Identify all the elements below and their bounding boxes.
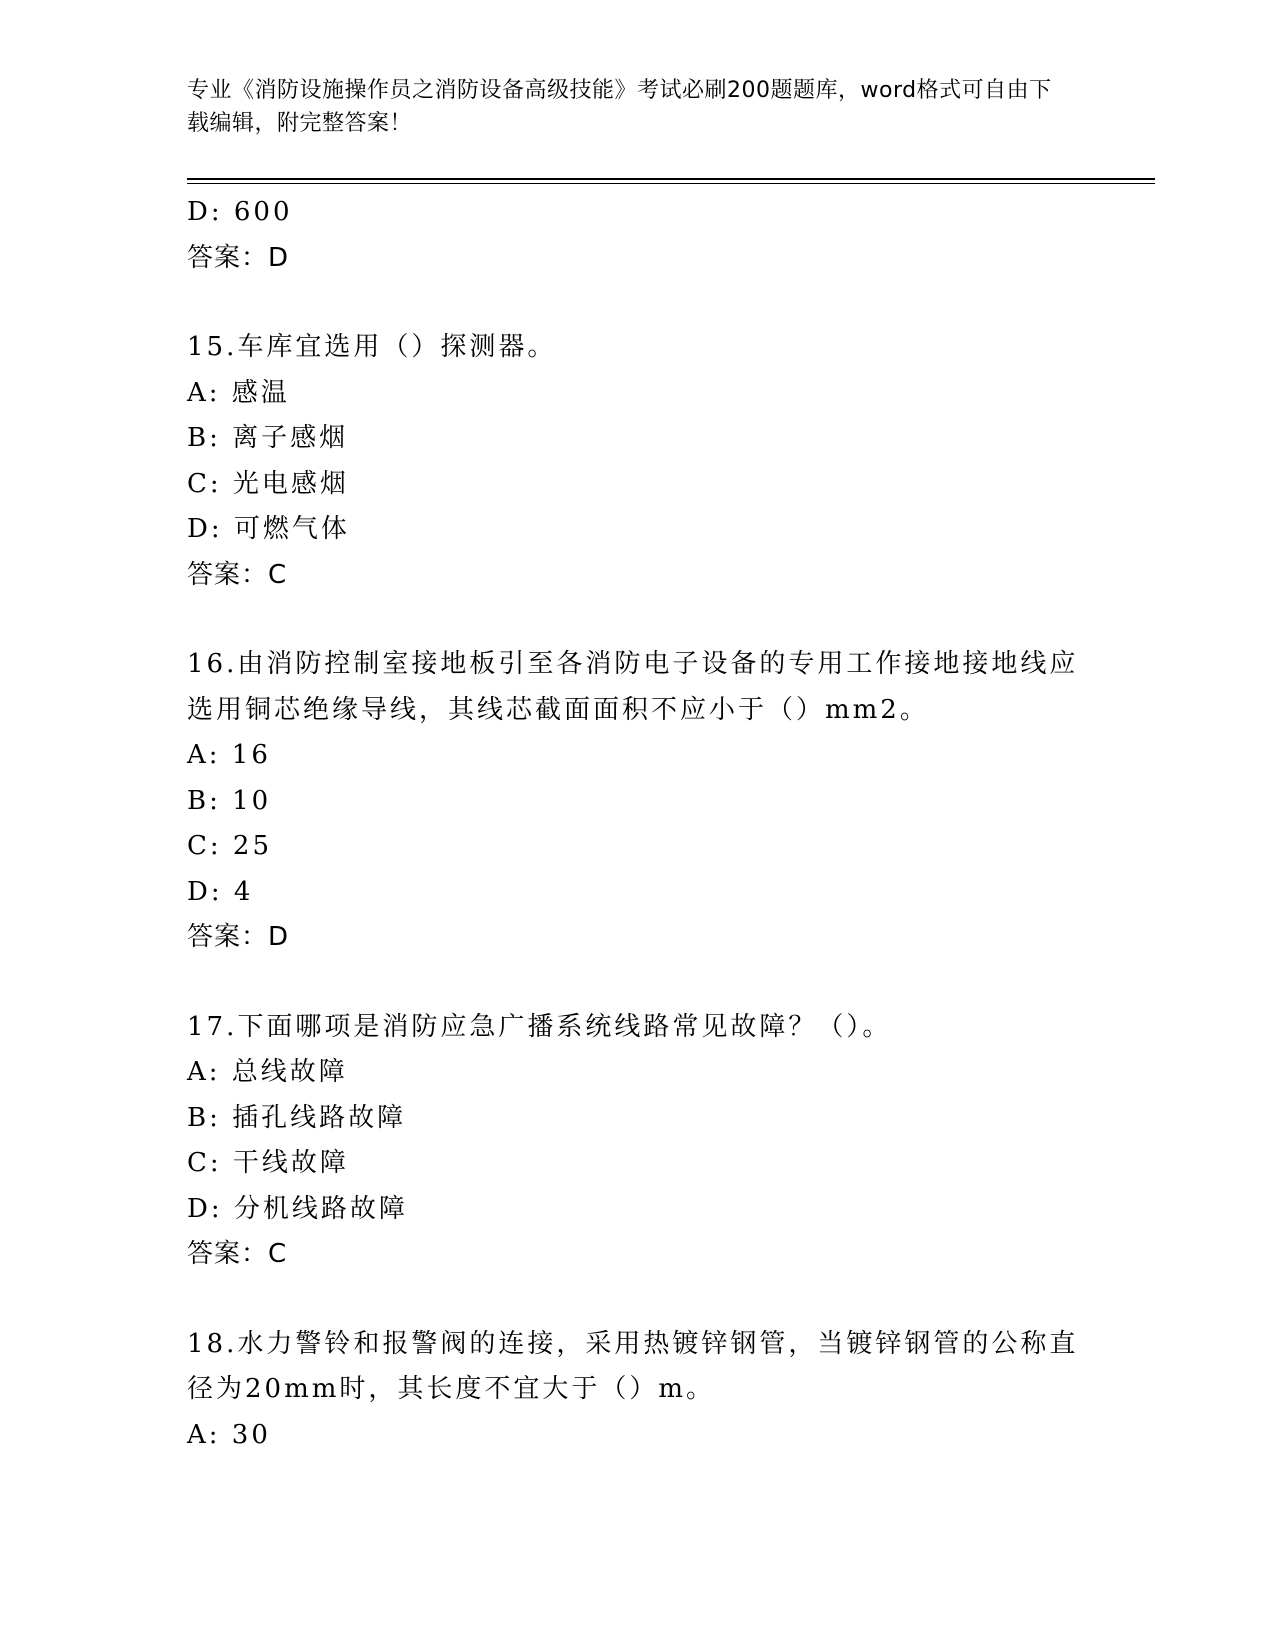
option-b: B: 离子感烟 [187, 423, 349, 453]
header-rule-thin [187, 183, 1155, 184]
option-a: A: 感温 [187, 377, 290, 408]
option-d: D: 可燃气体 [187, 514, 350, 544]
option-d: D: 分机线路故障 [187, 1193, 408, 1224]
question-18 [187, 1322, 1087, 1459]
option-b: B: 插孔线路故障 [187, 1102, 407, 1133]
option-a: A: 16 [187, 740, 271, 770]
question-stem: 16.由消防控制室接地板引至各消防电子设备的专用工作接地接地线应选用铜芯绝缘导线，其线芯截面面积不应小于（）mm2。 [187, 649, 1079, 725]
document-header: 专业《消防设施操作员之消防设备高级技能》考试必刷200题题库，word格式可自由下载编辑，附完整答案！ [187, 78, 1052, 136]
option-c: C: 光电感烟 [187, 468, 349, 499]
question-17 [187, 1005, 1087, 1278]
answer-line: 答案：C [187, 1239, 288, 1269]
question-16 [187, 642, 1087, 961]
option-a: A: 30 [187, 1419, 271, 1450]
header-rule-thick [187, 178, 1155, 180]
question-stem: 18.水力警铃和报警阀的连接，采用热镀锌钢管，当镀锌钢管的公称直径为20mm时，其长度不宜大于（）m。 [187, 1328, 1079, 1404]
option-c: C: 干线故障 [187, 1148, 349, 1178]
answer-line: 答案：D [187, 242, 290, 273]
question-stem: 15.车库宜选用（）探测器。 [187, 332, 557, 362]
option-a: A: 总线故障 [187, 1057, 348, 1087]
question-stem: 17.下面哪项是消防应急广播系统线路常见故障？（）。 [187, 1011, 892, 1042]
option-d: D: 4 [187, 876, 254, 907]
answer-line: 答案：C [187, 559, 288, 590]
answer-line: 答案：D [187, 922, 290, 952]
option-d: D: 600 [187, 197, 293, 227]
option-c: C: 25 [187, 831, 273, 861]
question-15 [187, 325, 1087, 598]
option-b: B: 10 [187, 785, 272, 816]
document-body [187, 190, 1087, 1458]
